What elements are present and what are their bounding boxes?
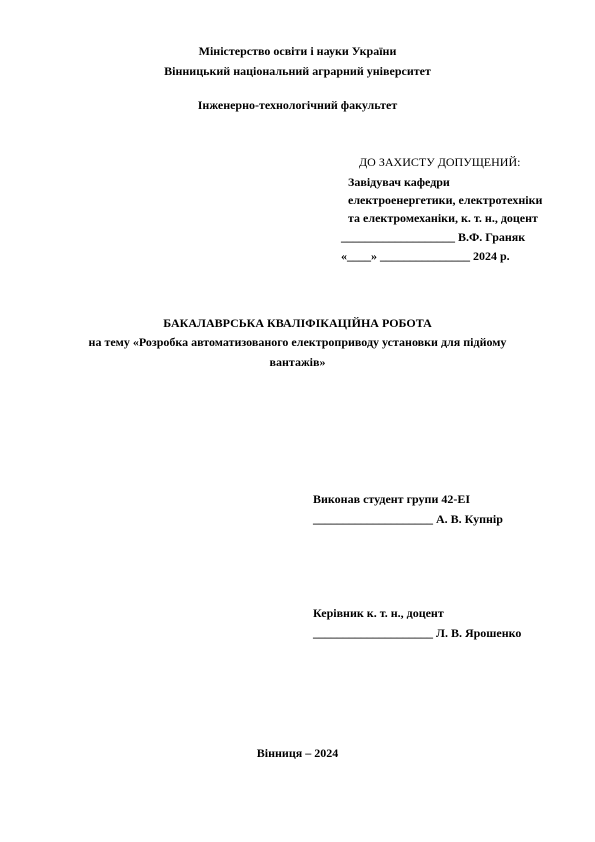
university-name: Вінницький національний аграрний університет <box>164 64 431 78</box>
ministry-name: Міністерство освіти і науки України <box>198 44 397 58</box>
student-label: Виконав студент групи 42-ЕІ <box>313 492 471 506</box>
work-topic-line2: вантажів» <box>269 355 326 369</box>
approval-title: ДО ЗАХИСТУ ДОПУЩЕНИЙ: <box>359 155 521 169</box>
work-topic-line1: на тему «Розробка автоматизованого електроприводу установки для підйому <box>88 335 507 349</box>
approval-signature-line: ___________________ В.Ф. Граняк <box>341 230 526 244</box>
approval-date-line: «____» _______________ 2024 р. <box>341 249 510 263</box>
approval-position-line2: електроенергетики, електротехніки <box>348 193 543 207</box>
city-year: Вінниця – 2024 <box>256 746 339 760</box>
supervisor-label: Керівник к. т. н., доцент <box>313 606 444 620</box>
approval-position-line1: Завідувач кафедри <box>348 175 450 189</box>
supervisor-signature-line: ____________________ Л. В. Ярошенко <box>313 626 522 640</box>
faculty-name: Інженерно-технологічний факультет <box>197 98 398 112</box>
work-type: БАКАЛАВРСЬКА КВАЛІФІКАЦІЙНА РОБОТА <box>163 316 432 330</box>
approval-position-line3: та електромеханіки, к. т. н., доцент <box>348 211 538 225</box>
student-signature-line: ____________________ А. В. Купнір <box>313 512 503 526</box>
